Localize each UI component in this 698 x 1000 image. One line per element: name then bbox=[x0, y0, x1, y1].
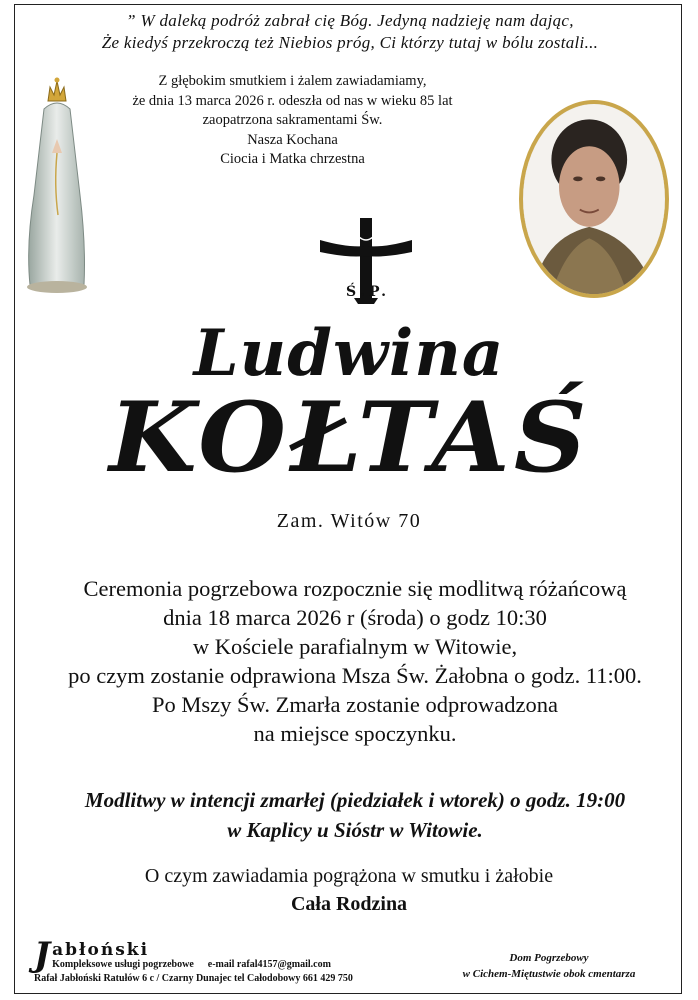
brand-subtitle: Kompleksowe usługi pogrzebowe bbox=[52, 959, 194, 970]
sp-mark: Ś.P. bbox=[345, 284, 391, 300]
funeral-house-info bbox=[434, 950, 664, 982]
brand-block bbox=[52, 941, 331, 970]
deceased-first-name: Ludwina bbox=[193, 316, 505, 391]
ceremony-line-5: Po Mszy Św. Zmarła zostanie odprowadzona bbox=[152, 692, 558, 717]
announcement-line-3: zaopatrzona sakramentami Św. bbox=[202, 112, 383, 128]
family-signature: Cała Rodzina bbox=[290, 893, 408, 915]
ceremony-line-4: po czym zostanie odprawiona Msza Św. Żałobna o godz. 11:00. bbox=[68, 663, 642, 688]
brand-sub-row bbox=[52, 959, 331, 970]
ceremony-line-3: w Kościele parafialnym w Witowie, bbox=[192, 634, 518, 659]
ceremony-line-1: Ceremonia pogrzebowa rozpocznie się modlitwą różańcową bbox=[83, 576, 627, 601]
prayers-line-1: Modlitwy w intencji zmarłej (piedziałek i wtorek) o godz. 19:00 bbox=[84, 788, 626, 812]
closing-line: O czym zawiadamia pogrążona w smutku i żałobie bbox=[144, 865, 554, 887]
brand-initial: J bbox=[34, 935, 51, 975]
madonna-statue-image bbox=[14, 75, 100, 297]
brand-name: abłoński bbox=[52, 940, 150, 960]
prayers-info bbox=[30, 785, 680, 845]
motto-line-2: Że kiedyś przekroczą też Niebios próg, Ci którzy tutaj w bólu zostali... bbox=[101, 33, 599, 52]
announcement-line-5: Ciocia i Matka chrzestna bbox=[220, 151, 365, 167]
deceased-last-name: KOŁTAŚ bbox=[109, 381, 591, 494]
deceased-address: Zam. Witów 70 bbox=[276, 510, 422, 532]
closing bbox=[40, 862, 658, 918]
announcement-line-1: Z głębokim smutkiem i żalem zawiadamiamy, bbox=[158, 73, 427, 89]
funeral-house-line-1: Dom Pogrzebowy bbox=[509, 952, 589, 964]
motto bbox=[30, 10, 670, 54]
announcement bbox=[130, 72, 455, 170]
footer-address: Rafał Jabłoński Ratułów 6 c / Czarny Dunajec tel Całodobowy 661 429 750 bbox=[34, 973, 353, 984]
motto-line-1: ” W daleką podróż zabrał cię Bóg. Jedyną nadzieję nam dając, bbox=[126, 11, 574, 30]
ceremony-line-6: na miejsce spoczynku. bbox=[253, 721, 457, 746]
ceremony-line-2: dnia 18 marca 2026 r (środa) o godz 10:30 bbox=[163, 605, 547, 630]
announcement-line-2: że dnia 13 marca 2026 r. odeszła od nas w wieku 85 lat bbox=[132, 92, 453, 109]
ceremony-details bbox=[30, 574, 680, 748]
brand-row bbox=[34, 935, 414, 975]
funeral-house-line-2: w Cichem-Miętustwie obok cmentarza bbox=[462, 968, 636, 980]
funeral-home-footer bbox=[34, 935, 414, 984]
prayers-line-2: w Kaplicy u Sióstr w Witowie. bbox=[227, 818, 483, 842]
portrait-photo bbox=[519, 100, 669, 298]
announcement-line-4: Nasza Kochana bbox=[247, 131, 338, 148]
contact-email: e-mail rafal4157@gmail.com bbox=[207, 959, 331, 970]
